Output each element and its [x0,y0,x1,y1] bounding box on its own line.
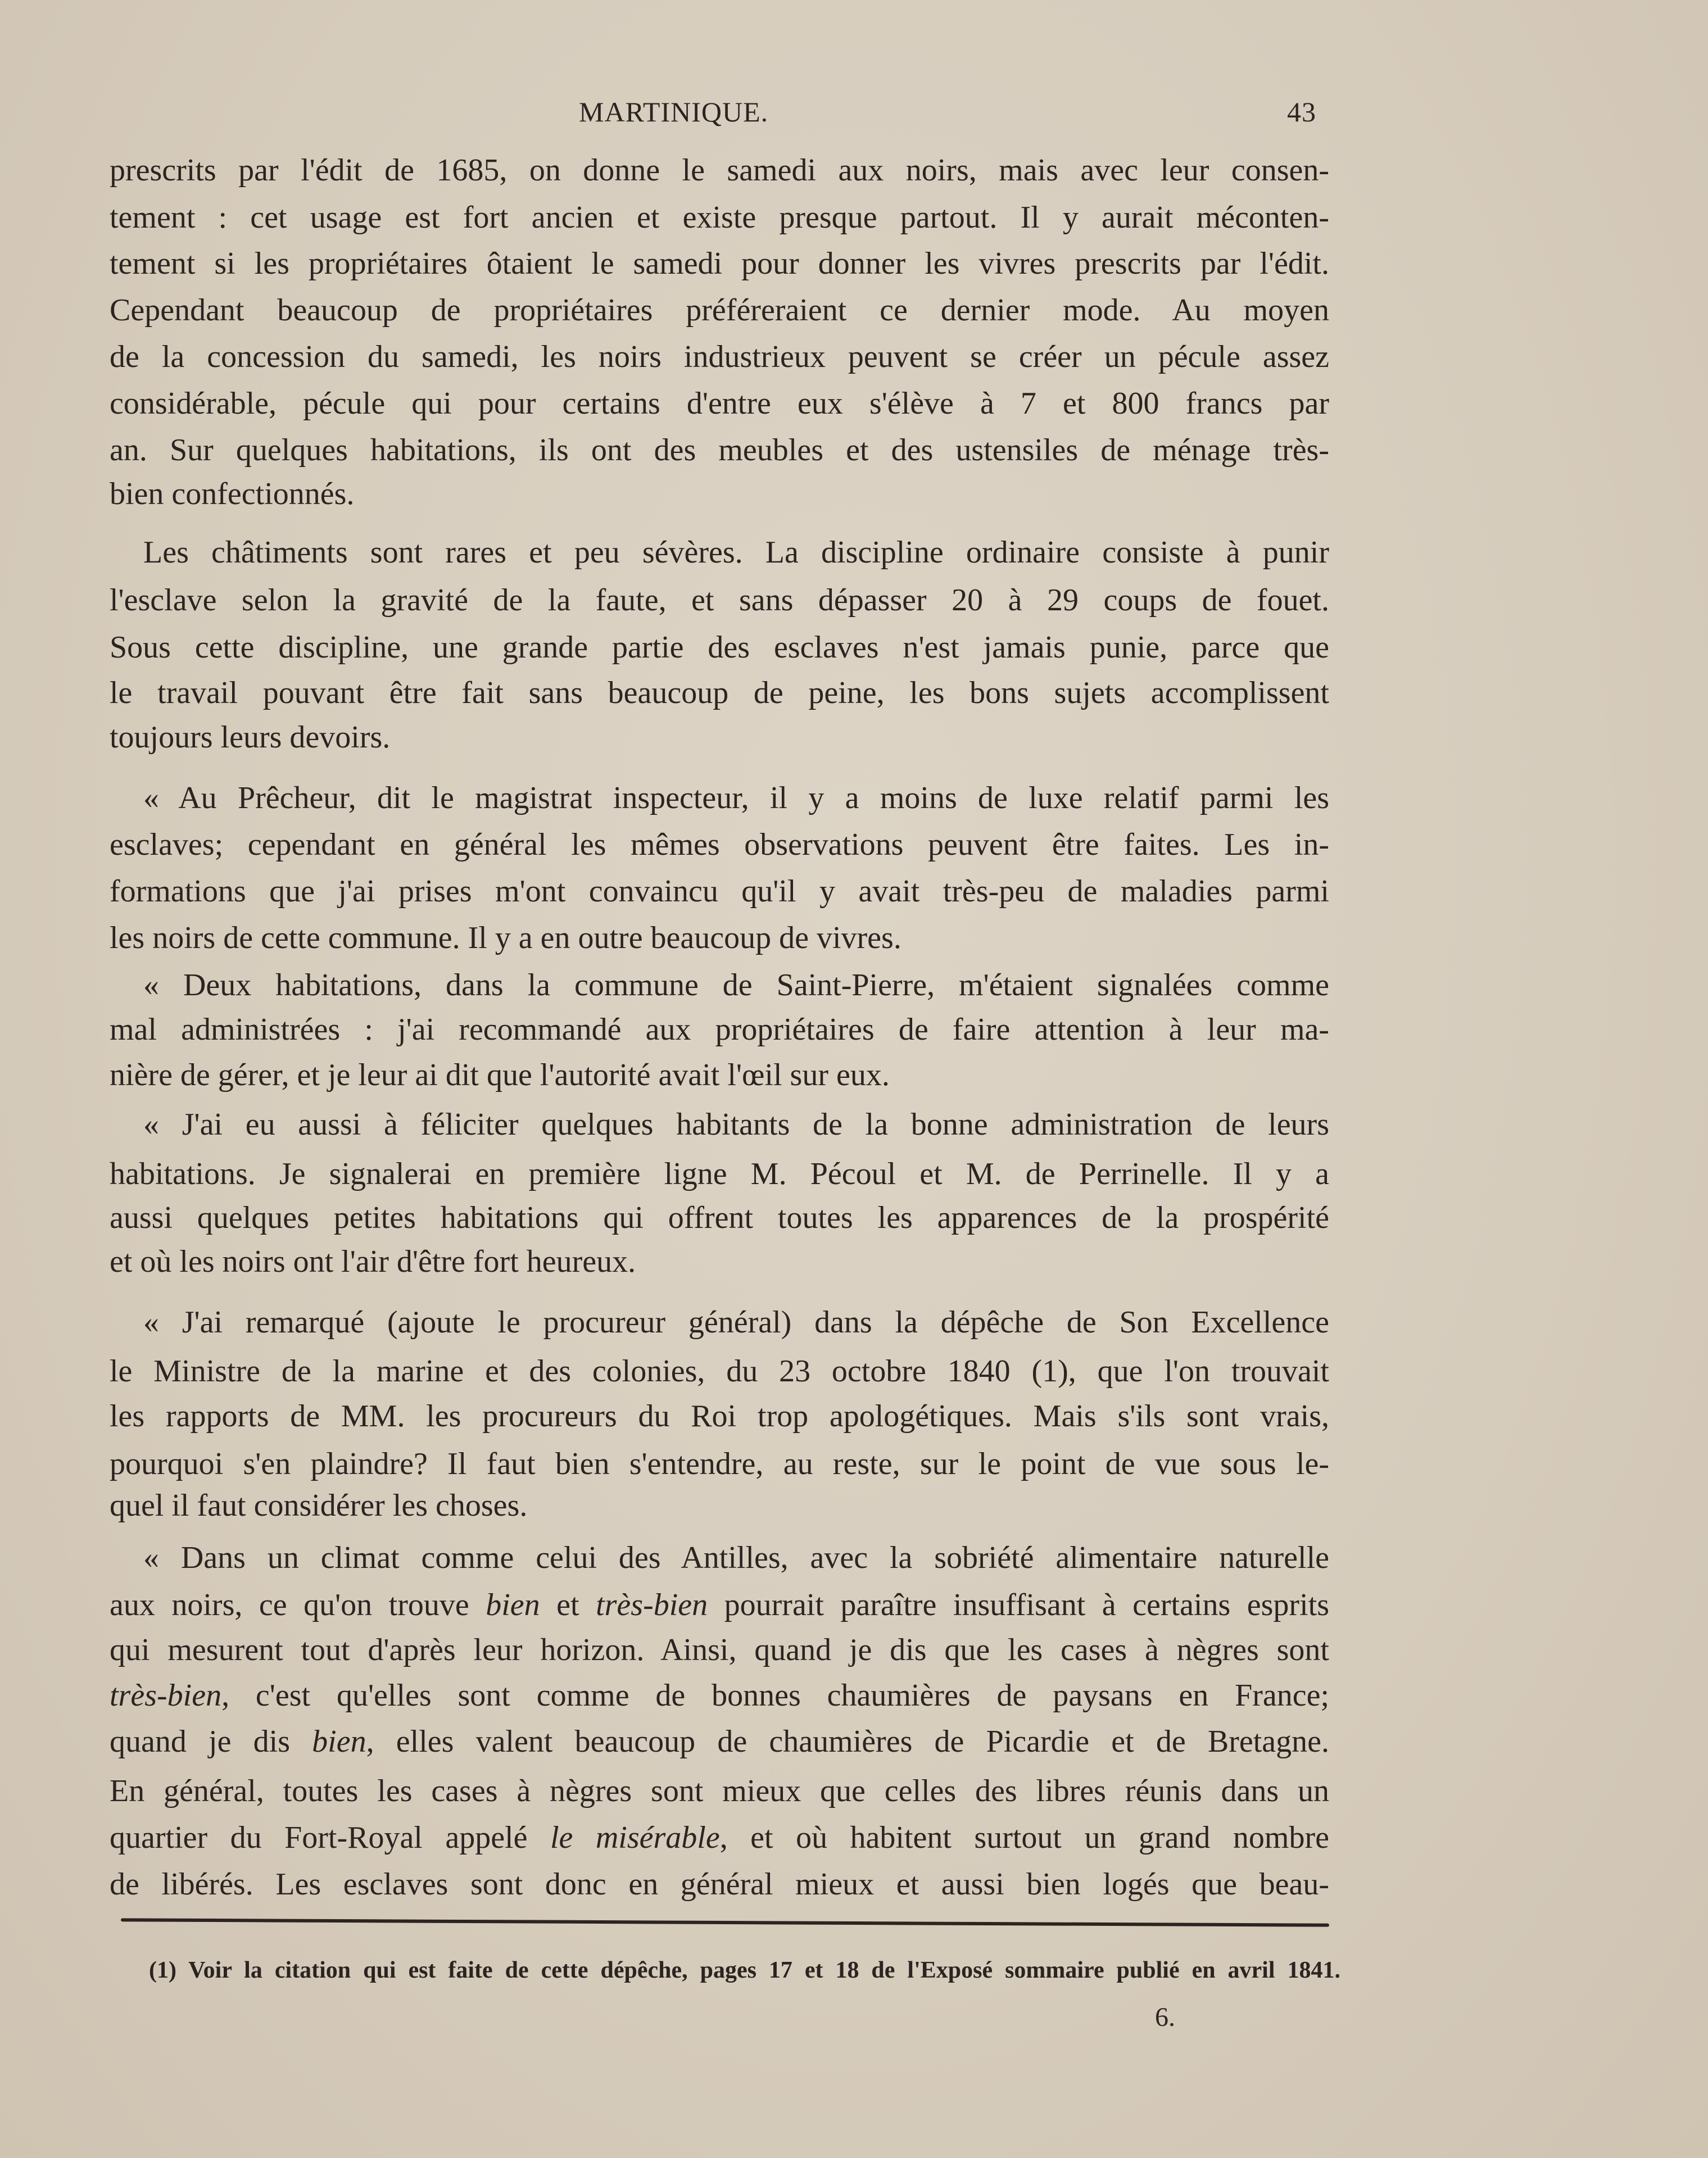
text-line: Les châtiments sont rares et peu sévères. La discipline ordinaire consiste à punir [143,535,1329,570]
italic-term: le misérable [550,1820,720,1855]
text-line: « Deux habitations, dans la commune de Saint-Pierre, m'étaient signalées comme [143,968,1329,1003]
text-line: « Dans un climat comme celui des Antilles, avec la sobriété alimentaire naturelle [143,1540,1329,1575]
text-line: Sous cette discipline, une grande partie des esclaves n'est jamais punie, parce que [110,630,1329,665]
text-line: de libérés. Les esclaves sont donc en général mieux et aussi bien logés que beau- [110,1867,1329,1902]
text-line: et où les noirs ont l'air d'être fort heureux. [110,1244,636,1279]
page-number: 43 [1287,96,1316,128]
text-line [110,1676,1329,1715]
text-line: bien confectionnés. [110,477,355,511]
text-line: « Au Prêcheur, dit le magistrat inspecteur, il y a moins de luxe relatif parmi les [143,781,1329,815]
text-segment: , et où habitent surtout un grand nombre [719,1820,1329,1855]
text-line: « J'ai eu aussi à féliciter quelques habitants de la bonne administration de leurs [143,1107,1329,1142]
text-segment: , elles valent beaucoup de chaumières de Picardie et de Bretagne. [366,1724,1329,1759]
text-line: tement : cet usage est fort ancien et existe presque partout. Il y aurait méconten- [110,200,1329,235]
text-line: an. Sur quelques habitations, ils ont des meubles et des ustensiles de ménage très- [110,433,1329,468]
signature-mark: 6. [1155,2002,1175,2032]
text-line: l'esclave selon la gravité de la faute, et sans dépasser 20 à 29 coups de fouet. [110,583,1329,618]
text-segment: et [540,1588,596,1622]
text-line: de la concession du samedi, les noirs industrieux peuvent se créer un pécule assez [110,339,1329,374]
text-line [110,1818,1329,1857]
footnote: (1) Voir la citation qui est faite de cette dépêche, pages 17 et 18 de l'Exposé sommaire publié en avril 1841. [149,1957,1340,1983]
text-line: qui mesurent tout d'après leur horizon. Ainsi, quand je dis que les cases à nègres sont [110,1633,1329,1667]
text-line: En général, toutes les cases à nègres sont mieux que celles des libres réunis dans un [110,1774,1329,1808]
text-line: « J'ai remarqué (ajoute le procureur général) dans la dépêche de Son Excellence [143,1305,1329,1340]
italic-term: bien [486,1588,540,1622]
text-line: nière de gérer, et je leur ai dit que l'autorité avait l'œil sur eux. [110,1058,890,1092]
text-line: toujours leurs devoirs. [110,720,391,755]
text-line: tement si les propriétaires ôtaient le samedi pour donner les vivres prescrits par l'édit. [110,246,1329,281]
text-segment: aux noirs, ce qu'on trouve [110,1588,486,1622]
text-line [110,1585,1329,1625]
text-line: pourquoi s'en plaindre? Il faut bien s'entendre, au reste, sur le point de vue sous le- [110,1447,1329,1481]
text-line: Cependant beaucoup de propriétaires préféreraient ce dernier mode. Au moyen [110,293,1329,328]
italic-term: bien [312,1724,366,1759]
text-line: formations que j'ai prises m'ont convaincu qu'il y avait très-peu de maladies parmi [110,874,1329,909]
text-line: les rapports de MM. les procureurs du Roi trop apologétiques. Mais s'ils sont vrais, [110,1399,1329,1434]
text-segment: quand je dis [110,1724,312,1759]
text-line: esclaves; cependant en général les mêmes observations peuvent être faites. Les in- [110,827,1329,862]
text-line: habitations. Je signalerai en première ligne M. Pécoul et M. de Perrinelle. Il y a [110,1157,1329,1191]
text-line: les noirs de cette commune. Il y a en outre beaucoup de vivres. [110,921,901,955]
text-line [110,1722,1329,1761]
text-line: le travail pouvant être fait sans beaucoup de peine, les bons sujets accomplissent [110,675,1329,710]
italic-term: très-bien [110,1678,222,1713]
italic-term: très-bien [596,1588,708,1622]
text-line: mal administrées : j'ai recommandé aux propriétaires de faire attention à leur ma- [110,1012,1329,1047]
text-segment: pourrait paraître insuffisant à certains esprits [708,1588,1329,1622]
text-segment: , c'est qu'elles sont comme de bonnes chaumières de paysans en France; [221,1678,1329,1713]
text-line: prescrits par l'édit de 1685, on donne le samedi aux noirs, mais avec leur consen- [110,153,1329,188]
running-header-title: MARTINIQUE. [579,96,769,128]
text-segment: quartier du Fort-Royal appelé [110,1820,550,1855]
text-line: considérable, pécule qui pour certains d'entre eux s'élève à 7 et 800 francs par [110,386,1329,421]
text-line: quel il faut considérer les choses. [110,1488,528,1523]
text-line: le Ministre de la marine et des colonies, du 23 octobre 1840 (1), que l'on trouvait [110,1354,1329,1389]
text-line: aussi quelques petites habitations qui offrent toutes les apparences de la prospérité [110,1200,1329,1235]
